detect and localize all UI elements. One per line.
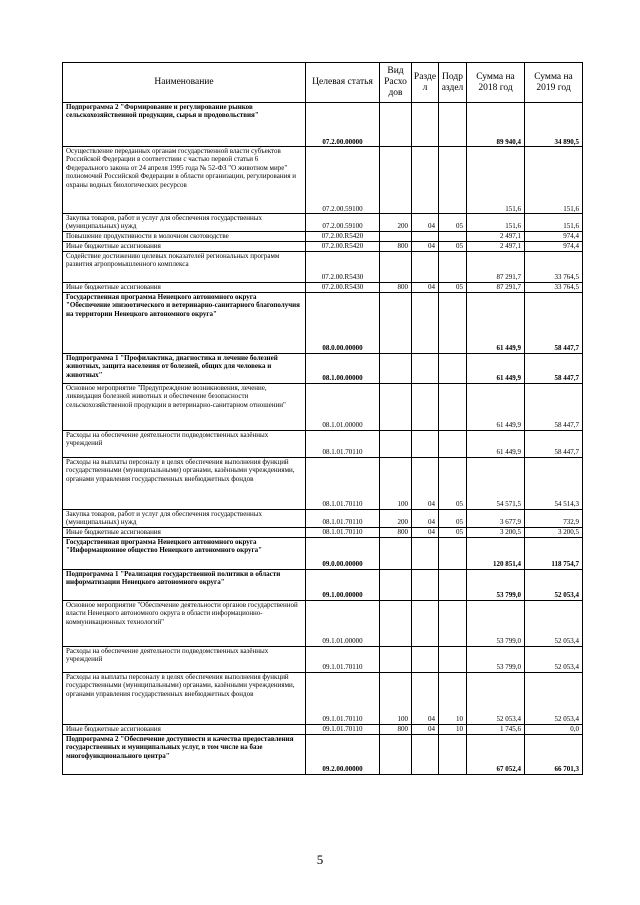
cell-sum-2019: 58 447,7 [525,353,583,383]
cell-sum-2018: 151,6 [467,147,525,214]
cell-sum-2018: 87 291,7 [467,251,525,282]
cell-subsection [439,103,467,147]
cell-sum-2019: 33 764,5 [525,251,583,282]
cell-name: Расходы на выплаты персоналу в целях обеспечения выполнения функций государственными (муниципальными) органами, казёнными учреждениями, органами управления государственных внебюджетных фондов [63,457,306,509]
table-row [63,672,583,724]
cell-sum-2018: 89 940,4 [467,103,525,147]
cell-subsection [439,383,467,430]
table-row [63,537,583,569]
cell-sum-2018: 2 497,1 [467,231,525,241]
header-subsection: Подр аздел [439,63,467,103]
cell-section [412,537,439,569]
cell-name: Закупка товаров, работ и услуг для обеспечения государственных (муниципальных) нужд [63,214,306,232]
cell-subsection [439,569,467,600]
cell-subsection [439,430,467,457]
table-row [63,457,583,509]
cell-target: 07.2.00.R5430 [306,251,380,282]
cell-section: 04 [412,509,439,527]
cell-name: Повышение продуктивности в молочном скотоводстве [63,231,306,241]
cell-subsection [439,251,467,282]
table-row [63,527,583,537]
cell-target: 08.0.00.00000 [306,292,380,353]
cell-section: 04 [412,214,439,232]
cell-section [412,147,439,214]
cell-kind [380,569,412,600]
cell-section [412,231,439,241]
cell-sum-2019: 151,6 [525,147,583,214]
cell-subsection: 05 [439,457,467,509]
cell-section [412,103,439,147]
cell-name: Основное мероприятие "Обеспечение деятельности органов государственной власти Ненецкого автономного округа в области информационно-коммуникационных технологий" [63,600,306,646]
cell-name: Расходы на обеспечение деятельности подведомственных казённых учреждений [63,430,306,457]
cell-target: 09.1.01.00000 [306,600,380,646]
cell-sum-2018: 53 799,0 [467,569,525,600]
cell-name: Иные бюджетные ассигнования [63,527,306,537]
table-header-row [63,63,583,103]
table-row [63,353,583,383]
cell-section [412,353,439,383]
table-row [63,147,583,214]
cell-name: Закупка товаров, работ и услуг для обеспечения государственных (муниципальных) нужд [63,509,306,527]
cell-name: Государственная программа Ненецкого автономного округа "Информационное общество Ненецкого автономного округа" [63,537,306,569]
cell-subsection: 05 [439,214,467,232]
cell-target: 07.2.00.R5430 [306,282,380,292]
cell-sum-2019: 732,9 [525,509,583,527]
cell-sum-2018: 2 497,1 [467,241,525,251]
cell-kind: 800 [380,241,412,251]
cell-sum-2018: 3 200,5 [467,527,525,537]
cell-sum-2019: 52 053,4 [525,569,583,600]
cell-sum-2019: 118 754,7 [525,537,583,569]
header-sum-2019: Сумма на 2019 год [525,63,583,103]
table-row [63,103,583,147]
cell-sum-2018: 151,6 [467,214,525,232]
table-row [63,600,583,646]
cell-sum-2019: 52 053,4 [525,646,583,672]
cell-target: 09.1.01.70110 [306,646,380,672]
cell-name: Расходы на обеспечение деятельности подведомственных казённых учреждений [63,646,306,672]
cell-section: 04 [412,672,439,724]
table-row [63,569,583,600]
table-row [63,383,583,430]
cell-target: 07.2.00.00000 [306,103,380,147]
cell-sum-2019: 0,0 [525,724,583,734]
cell-sum-2019: 52 053,4 [525,672,583,724]
cell-sum-2018: 54 571,5 [467,457,525,509]
cell-subsection [439,231,467,241]
cell-sum-2019: 58 447,7 [525,430,583,457]
cell-section: 04 [412,724,439,734]
cell-name: Содействие достижению целевых показателей региональных программ развития агропромышленного комплекса [63,251,306,282]
cell-target: 07.2.00.R5420 [306,241,380,251]
cell-sum-2019: 58 447,7 [525,383,583,430]
cell-sum-2019: 34 890,5 [525,103,583,147]
cell-target: 07.2.00.59100 [306,214,380,232]
cell-target: 07.2.00.59100 [306,147,380,214]
cell-kind [380,734,412,774]
cell-kind [380,353,412,383]
cell-name: Иные бюджетные ассигнования [63,241,306,251]
table-row [63,214,583,232]
cell-section [412,430,439,457]
cell-kind [380,430,412,457]
cell-kind: 200 [380,214,412,232]
cell-section [412,383,439,430]
table-row [63,282,583,292]
cell-sum-2018: 61 449,9 [467,430,525,457]
cell-section: 04 [412,457,439,509]
cell-subsection [439,292,467,353]
cell-subsection: 05 [439,282,467,292]
cell-kind [380,383,412,430]
cell-name: Подпрограмма 1 "Профилактика, диагностика и лечение болезней животных, защита населения от болезней, общих для человека и животных" [63,353,306,383]
cell-name: Подпрограмма 2 "Обеспечение доступности и качества предоставления государственных и муниципальных услуг, в том числе на базе многофункционального центра" [63,734,306,774]
table-row [63,734,583,774]
cell-sum-2019: 66 701,3 [525,734,583,774]
cell-subsection: 10 [439,724,467,734]
cell-target: 09.1.01.70110 [306,724,380,734]
cell-target: 08.1.01.70110 [306,457,380,509]
cell-kind: 800 [380,724,412,734]
cell-target: 08.1.01.70110 [306,430,380,457]
cell-name: Подпрограмма 1 "Реализация государственной политики в области информатизации Ненецкого автономного округа" [63,569,306,600]
cell-target: 07.2.00.R5420 [306,231,380,241]
cell-target: 09.1.00.00000 [306,569,380,600]
header-section: Разде л [412,63,439,103]
cell-kind: 800 [380,282,412,292]
cell-name: Иные бюджетные ассигнования [63,724,306,734]
cell-subsection [439,353,467,383]
cell-section [412,251,439,282]
cell-name: Осуществление переданных органам государственной власти субъектов Российской Федерации в соответствии с частью первой статьи 6 Федерального закона от 24 апреля 1995 года № 52-ФЗ "О животном мире" полномочий Российской Федерации в области организации, регулирования и охраны водных биологических ресурсов [63,147,306,214]
table-row [63,231,583,241]
cell-subsection [439,600,467,646]
cell-sum-2018: 53 799,0 [467,600,525,646]
cell-sum-2018: 61 449,9 [467,353,525,383]
cell-name: Основное мероприятие "Предупреждение возникновения, лечение, ликвидация болезней животных и обеспечение безопасности сельскохозяйственной продукции в ветеринарно-санитарном отношении" [63,383,306,430]
cell-subsection: 05 [439,241,467,251]
cell-name: Иные бюджетные ассигнования [63,282,306,292]
cell-kind [380,292,412,353]
cell-sum-2018: 87 291,7 [467,282,525,292]
cell-kind: 200 [380,509,412,527]
cell-kind [380,251,412,282]
cell-sum-2018: 67 052,4 [467,734,525,774]
cell-target: 08.1.01.70110 [306,509,380,527]
cell-subsection: 05 [439,527,467,537]
cell-sum-2018: 1 745,6 [467,724,525,734]
table-row [63,430,583,457]
cell-section [412,292,439,353]
table-row [63,509,583,527]
cell-sum-2019: 52 053,4 [525,600,583,646]
cell-kind: 800 [380,527,412,537]
cell-target: 09.1.01.70110 [306,672,380,724]
cell-section [412,600,439,646]
cell-target: 09.0.00.00000 [306,537,380,569]
cell-sum-2018: 120 851,4 [467,537,525,569]
cell-section [412,646,439,672]
cell-subsection [439,646,467,672]
cell-subsection: 10 [439,672,467,724]
page-number: 5 [316,852,324,867]
cell-sum-2019: 54 514,3 [525,457,583,509]
header-name: Наименование [63,63,306,103]
cell-subsection: 05 [439,509,467,527]
budget-table [62,62,583,775]
header-sum-2018: Сумма на 2018 год [467,63,525,103]
cell-sum-2019: 974,4 [525,241,583,251]
table-row [63,724,583,734]
cell-section: 04 [412,241,439,251]
cell-subsection [439,734,467,774]
cell-sum-2018: 61 449,9 [467,292,525,353]
table-row [63,646,583,672]
cell-target: 08.1.00.00000 [306,353,380,383]
cell-sum-2019: 58 447,7 [525,292,583,353]
cell-kind [380,537,412,569]
cell-subsection [439,147,467,214]
cell-sum-2019: 33 764,5 [525,282,583,292]
cell-kind: 100 [380,457,412,509]
cell-sum-2018: 61 449,9 [467,383,525,430]
cell-sum-2018: 53 799,0 [467,646,525,672]
cell-kind [380,103,412,147]
cell-sum-2019: 974,4 [525,231,583,241]
cell-sum-2018: 3 677,9 [467,509,525,527]
cell-name: Подпрограмма 2 "Формирование и регулирование рынков сельскохозяйственной продукции, сырья и продовольствия" [63,103,306,147]
cell-subsection [439,537,467,569]
table-row [63,241,583,251]
cell-section [412,569,439,600]
cell-target: 08.1.01.70110 [306,527,380,537]
cell-kind [380,231,412,241]
cell-name: Государственная программа Ненецкого автономного округа "Обеспечение эпизоотического и ветеринарно-санитарного благополучия на территории Ненецкого автономного округа" [63,292,306,353]
table-row [63,292,583,353]
cell-section: 04 [412,282,439,292]
cell-kind [380,147,412,214]
cell-target: 09.2.00.00000 [306,734,380,774]
cell-target: 08.1.01.00000 [306,383,380,430]
cell-sum-2018: 52 053,4 [467,672,525,724]
cell-section [412,734,439,774]
cell-kind: 100 [380,672,412,724]
table-row [63,251,583,282]
cell-section: 04 [412,527,439,537]
cell-sum-2019: 3 200,5 [525,527,583,537]
cell-kind [380,600,412,646]
cell-name: Расходы на выплаты персоналу в целях обеспечения выполнения функций государственными (муниципальными) органами, казёнными учреждениями, органами управления государственных внебюджетных фондов [63,672,306,724]
header-target: Целевая статья [306,63,380,103]
cell-sum-2019: 151,6 [525,214,583,232]
header-kind: Вид Расхо дов [380,63,412,103]
cell-kind [380,646,412,672]
